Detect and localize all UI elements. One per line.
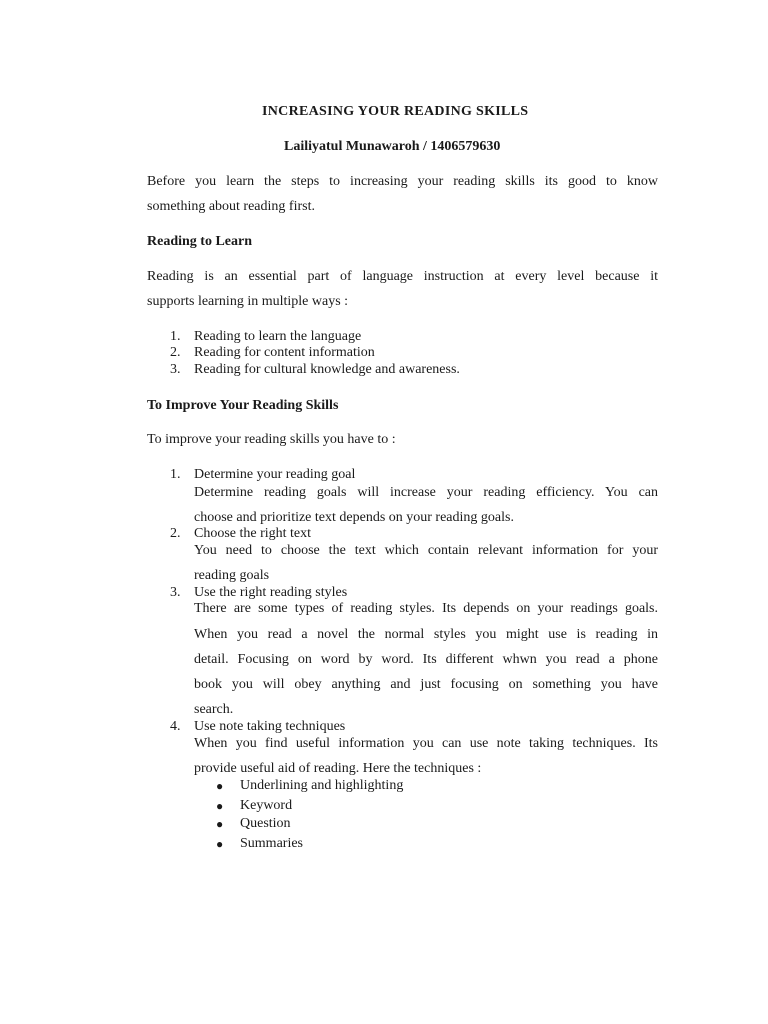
bullet-item: Underlining and highlighting — [240, 778, 404, 793]
document-author: Lailiyatul Munawaroh / 1406579630 — [284, 139, 501, 154]
bullet-icon: ● — [216, 817, 224, 831]
list-number: 1. — [170, 329, 181, 344]
step-line: detail. Focusing on word by word. Its different whwn you read a phone — [194, 652, 658, 667]
step-title: Determine your reading goal — [194, 467, 356, 482]
bullet-icon: ● — [216, 779, 224, 793]
document-title: INCREASING YOUR READING SKILLS — [262, 104, 529, 119]
step-line: reading goals — [194, 568, 270, 583]
step-title: Use the right reading styles — [194, 585, 348, 600]
list-item: Reading for content information — [194, 345, 375, 360]
step-number: 2. — [170, 526, 181, 541]
step-line: choose and prioritize text depends on your reading goals. — [194, 510, 514, 525]
step-number: 3. — [170, 585, 181, 600]
bullet-item: Summaries — [240, 836, 303, 851]
step-line: You need to choose the text which contain relevant information for your — [194, 543, 658, 558]
list-item: Reading to learn the language — [194, 329, 362, 344]
step-line: When you find useful information you can use note taking techniques. Its — [194, 736, 658, 751]
bullet-item: Question — [240, 816, 291, 831]
bullet-item: Keyword — [240, 798, 293, 813]
intro-line-2: something about reading first. — [147, 199, 315, 214]
bullet-icon: ● — [216, 837, 224, 851]
section1-para-line-1: Reading is an essential part of language instruction at every level because it — [147, 269, 658, 284]
step-line: book you will obey anything and just focusing on something you have — [194, 677, 658, 692]
section-heading-reading-to-learn: Reading to Learn — [147, 234, 252, 249]
list-item: Reading for cultural knowledge and awareness. — [194, 362, 460, 377]
step-line: Determine reading goals will increase your reading efficiency. You can — [194, 485, 658, 500]
bullet-icon: ● — [216, 799, 224, 813]
section1-para-line-2: supports learning in multiple ways : — [147, 294, 349, 309]
section-heading-improve-reading-skills: To Improve Your Reading Skills — [147, 398, 339, 413]
list-number: 2. — [170, 345, 181, 360]
step-title: Use note taking techniques — [194, 719, 346, 734]
step-line: search. — [194, 702, 234, 717]
list-number: 3. — [170, 362, 181, 377]
step-number: 1. — [170, 467, 181, 482]
step-line: When you read a novel the normal styles you might use is reading in — [194, 627, 658, 642]
step-title: Choose the right text — [194, 526, 312, 541]
step-number: 4. — [170, 719, 181, 734]
section2-intro: To improve your reading skills you have to : — [147, 432, 396, 447]
step-line: provide useful aid of reading. Here the techniques : — [194, 761, 482, 776]
step-line: There are some types of reading styles. Its depends on your readings goals. — [194, 601, 658, 616]
intro-line-1: Before you learn the steps to increasing your reading skills its good to know — [147, 174, 658, 189]
